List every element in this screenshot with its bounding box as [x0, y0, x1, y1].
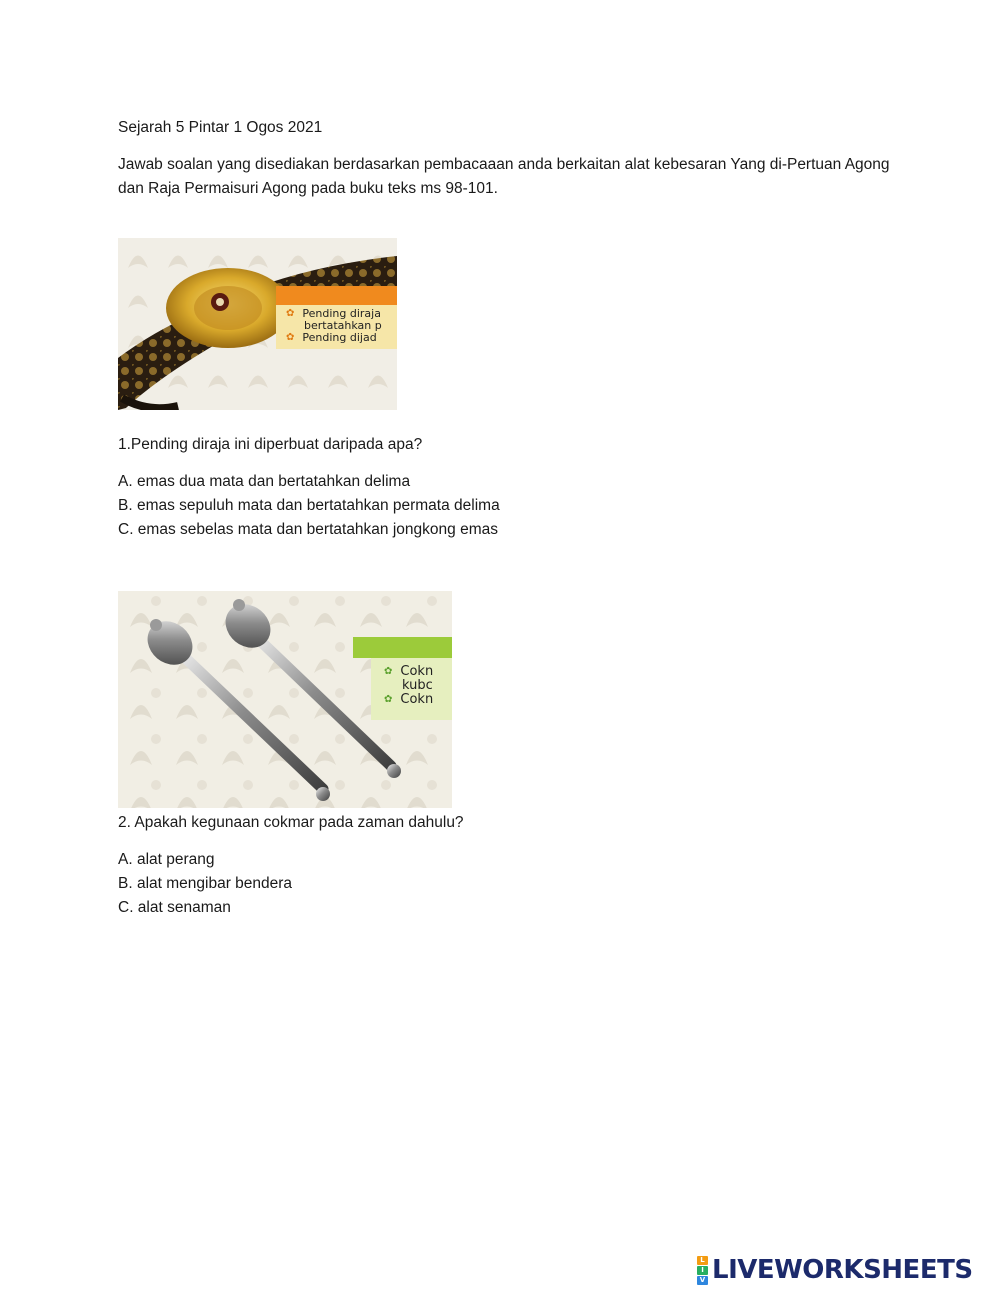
logo-tile: L [697, 1256, 708, 1265]
logo-tile: I [697, 1266, 708, 1275]
belt-caption-text: Pending diraja [302, 307, 381, 320]
logo-tiles-icon [697, 1256, 708, 1285]
belt-caption-text: bertatahkan p [304, 319, 382, 332]
cokmar-caption-text: Cokn [400, 664, 434, 679]
star-icon: ✿ [286, 332, 295, 343]
belt-caption-text: Pending dijad [302, 331, 377, 344]
star-icon: ✿ [384, 666, 393, 677]
question-1-option-a: A. emas dua mata dan bertatahkan delima [118, 473, 411, 490]
question-2-option-a: A. alat perang [118, 851, 215, 868]
cokmar-caption-line [384, 693, 433, 707]
cokmar-image [118, 591, 452, 808]
cokmar-caption-line [384, 665, 433, 679]
question-2-text: 2. Apakah kegunaan cokmar pada zaman dahulu? [118, 814, 464, 831]
cokmar-caption-line [384, 679, 433, 693]
logo-wordmark: LIVEWORKSHEETS [712, 1255, 973, 1285]
instructions-text: Jawab soalan yang disediakan berdasarkan pembacaaan anda berkaitan alat kebesaran Yang di-Pertuan Agong dan Raja Permaisuri Agong pada buku teks ms 98-101. [118, 156, 890, 197]
belt-caption [286, 308, 382, 344]
question-1-text: 1.Pending diraja ini diperbuat daripada apa? [118, 436, 423, 453]
cokmar-caption-text: kubc [402, 678, 433, 693]
question-1-option-b: B. emas sepuluh mata dan bertatahkan permata delima [118, 497, 500, 514]
star-icon: ✿ [384, 694, 393, 705]
cokmar-caption [384, 665, 433, 707]
worksheet-title: Sejarah 5 Pintar 1 Ogos 2021 [118, 119, 323, 136]
star-icon: ✿ [286, 308, 295, 319]
belt-caption-line [286, 332, 382, 344]
question-2-option-c: C. alat senaman [118, 899, 231, 916]
question-1-option-c: C. emas sebelas mata dan bertatahkan jongkong emas [118, 521, 498, 538]
cokmar-caption-text: Cokn [400, 692, 434, 707]
question-2-option-b: B. alat mengibar bendera [118, 875, 293, 892]
liveworksheets-logo[interactable] [697, 1255, 973, 1285]
pending-diraja-image [118, 238, 397, 410]
logo-tile: V [697, 1276, 708, 1285]
